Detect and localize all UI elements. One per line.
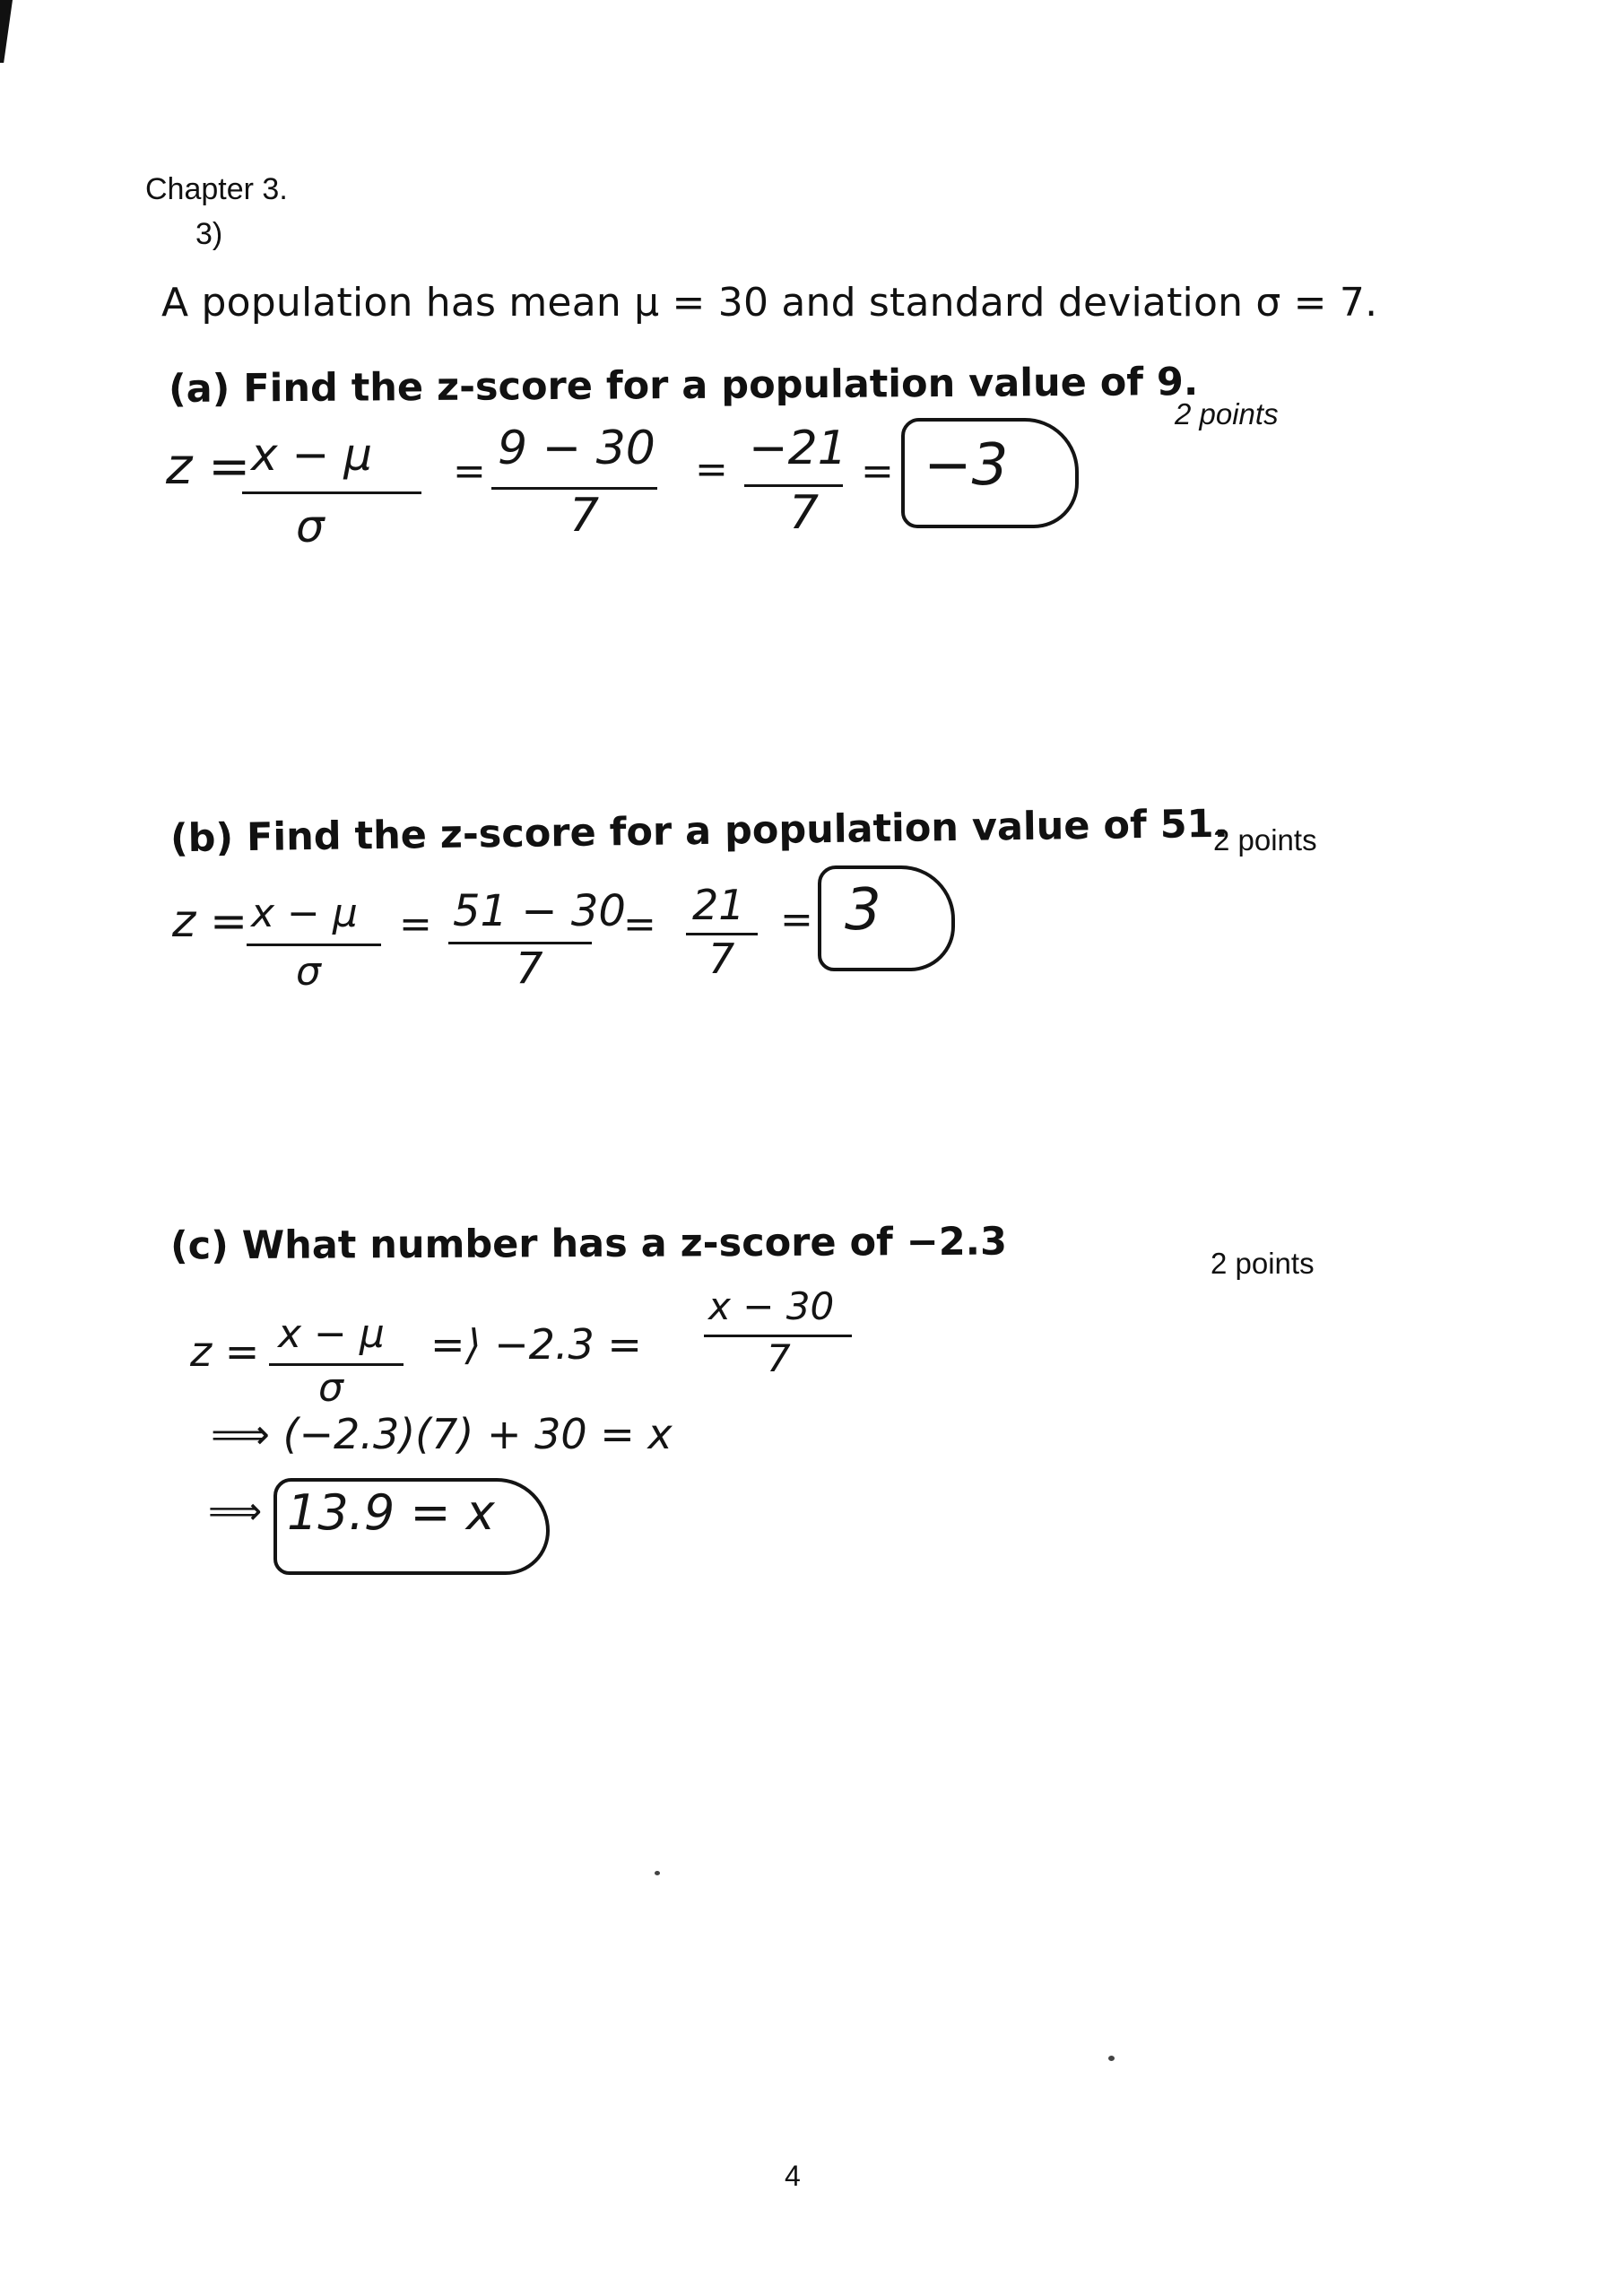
part-c-points: 2 points [1211,1247,1315,1280]
part-a-equals-3: = [861,448,894,494]
part-c-fraction1-denominator: σ [318,1365,343,1411]
part-c-fraction1-numerator: x − μ [278,1311,385,1357]
part-c-implies-line3: ⟹ [208,1489,263,1533]
part-a-fraction1-bar [242,491,421,494]
part-b-fraction1-bar [247,944,381,946]
scan-speck [1108,2056,1115,2061]
problem-statement: A population has mean μ = 30 and standard deviation σ = 7. [161,280,1378,326]
part-a-prompt: (a) Find the z-score for a population value of 9. [168,359,1199,413]
part-a-fraction3-denominator: 7 [789,486,820,540]
part-a-lhs: z = [166,438,251,496]
part-c-answer: 13.9 = x [287,1484,495,1541]
page-number: 4 [785,2160,801,2192]
part-c-line2: ⟹ (−2.3)(7) + 30 = x [211,1410,673,1458]
part-c-prompt: (c) What number has a z-score of −2.3 [169,1219,1008,1269]
chapter-heading: Chapter 3. [145,172,288,206]
part-b-prompt: (b) Find the z-score for a population value of 51. [169,801,1229,862]
part-a-fraction1-numerator: x − μ [251,429,373,481]
part-a-fraction2-numerator: 9 − 30 [498,422,655,475]
scan-speck [655,1871,660,1875]
part-c-fraction2-numerator: x − 30 [708,1284,835,1328]
part-b-answer: 3 [845,877,881,944]
part-c-implies-line1: =⟩ −2.3 = [430,1320,642,1369]
part-a-equals-1: = [453,448,486,494]
part-b-fraction1-numerator: x − μ [251,891,358,936]
scan-corner-mark [0,0,13,63]
part-c-fraction2-denominator: 7 [767,1336,791,1380]
part-a-fraction1-denominator: σ [296,500,325,552]
part-a-fraction2-denominator: 7 [569,489,600,543]
question-number: 3) [195,217,223,251]
part-b-fraction3-numerator: 21 [692,881,745,929]
part-b-lhs: z = [172,895,248,947]
part-b-fraction2-numerator: 51 − 30 [453,886,626,936]
part-b-equals-3: = [780,897,813,943]
part-b-fraction3-denominator: 7 [708,935,735,983]
part-b-points: 2 points [1213,823,1317,857]
part-a-answer: −3 [924,432,1009,499]
part-b-equals-1: = [399,901,432,947]
part-c-lhs: z = [190,1327,260,1376]
part-b-equals-2: = [623,901,656,947]
part-b-answer-box [818,865,955,971]
part-a-fraction3-numerator: −21 [749,422,847,475]
part-a-points: 2 points [1175,397,1279,430]
part-b-fraction1-denominator: σ [296,949,321,995]
part-a-equals-2: = [695,447,728,492]
part-b-fraction2-denominator: 7 [516,944,543,994]
